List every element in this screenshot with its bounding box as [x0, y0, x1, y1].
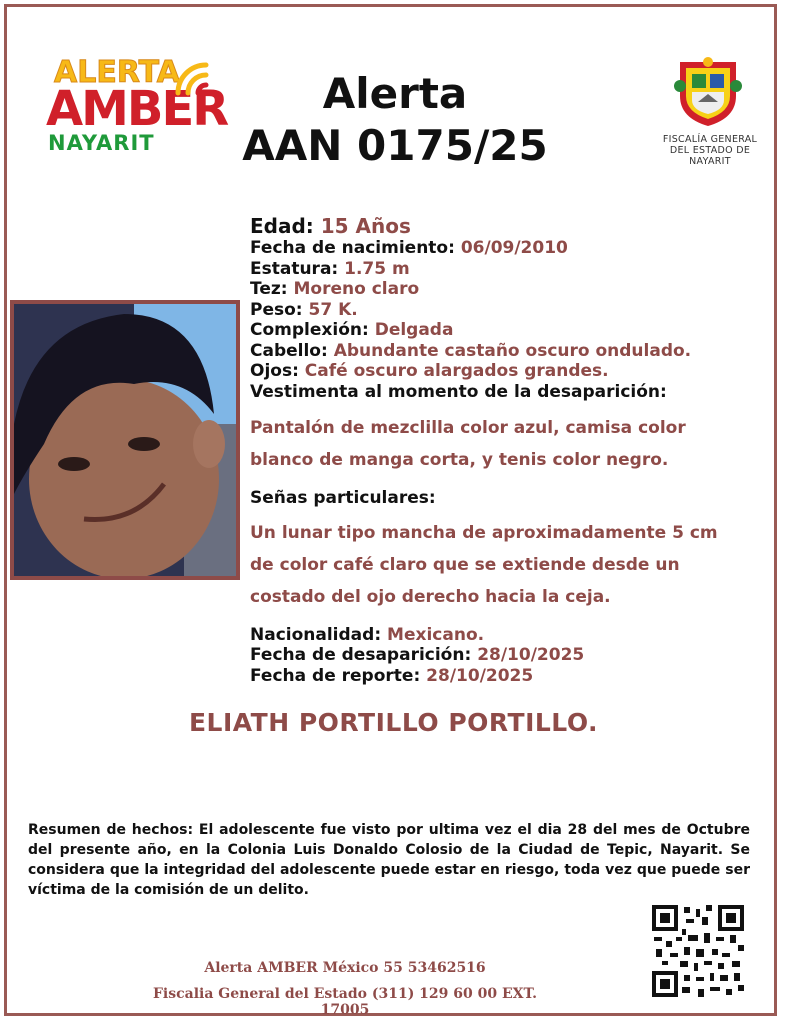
institution-line1: FISCALÍA GENERAL: [662, 134, 758, 145]
field-fecha-desaparicion: Fecha de desaparición: 28/10/2025: [250, 645, 585, 665]
case-summary: Resumen de hechos: El adolescente fue visto por ultima vez el dia 28 del mes de Octubre del presente año, en la Colonia Luis Donaldo Colosio de la Ciudad de Tepic, Nayarit. Se considera que la integridad del adolescente puede estar en riesgo, toda vez que puede ser víctima de la comisión de un delito.: [28, 822, 750, 898]
senas-text: Un lunar tipo mancha de aproximadamente 5 cm de color café claro que se extiende desde un costado del ojo derecho hacia la ceja.: [250, 522, 718, 607]
missing-person-photo: [10, 300, 240, 580]
alert-code: AAN 0175/25: [242, 121, 548, 170]
portrait-image: [14, 304, 236, 576]
qr-code-icon: [652, 905, 744, 997]
field-fecha-nacimiento: Fecha de nacimiento: 06/09/2010: [250, 238, 568, 258]
alerta-amber-nayarit-logo: [46, 55, 228, 155]
field-edad: Edad: 15 Años: [250, 214, 411, 238]
field-estatura: Estatura: 1.75 m: [250, 258, 410, 279]
field-peso: Peso: 57 K.: [250, 299, 358, 320]
institution-line2: DEL ESTADO DE: [669, 145, 751, 156]
footer-fiscalia-phone: Fiscalia General del Estado (311) 129 60 00 EXT. 17005: [152, 986, 538, 1018]
field-complexion: Complexión: Delgada: [250, 320, 454, 340]
footer-amber-phone: Alerta AMBER México 55 53462516: [204, 960, 486, 976]
field-nacionalidad: Nacionalidad: Mexicano.: [250, 624, 485, 645]
logo-line-amber: AMBER: [46, 81, 228, 137]
alert-title-line1: Alerta: [322, 69, 468, 118]
alert-title: [230, 68, 560, 172]
person-details: [250, 214, 770, 686]
field-fecha-reporte: Fecha de reporte: 28/10/2025: [250, 665, 534, 686]
signal-waves-icon: [174, 57, 218, 101]
missing-person-name: ELIATH PORTILLO PORTILLO.: [188, 708, 599, 737]
field-cabello: Cabello: Abundante castaño oscuro ondulado.: [250, 340, 692, 361]
logo-line-alerta: ALERTA: [54, 55, 180, 90]
institution-name: [640, 134, 780, 167]
vestimenta-text: Pantalón de mezclilla color azul, camisa color blanco de manga corta, y tenis color negro.: [250, 418, 686, 470]
senas-label: Señas particulares:: [250, 488, 436, 508]
institution-line3: NAYARIT: [689, 156, 731, 167]
vestimenta-label: Vestimenta al momento de la desaparición:: [250, 381, 667, 402]
field-ojos: Ojos: Café oscuro alargados grandes.: [250, 361, 609, 381]
logo-line-nayarit: NAYARIT: [48, 131, 155, 155]
state-seal-icon: [672, 56, 744, 128]
field-tez: Tez: Moreno claro: [250, 279, 420, 299]
